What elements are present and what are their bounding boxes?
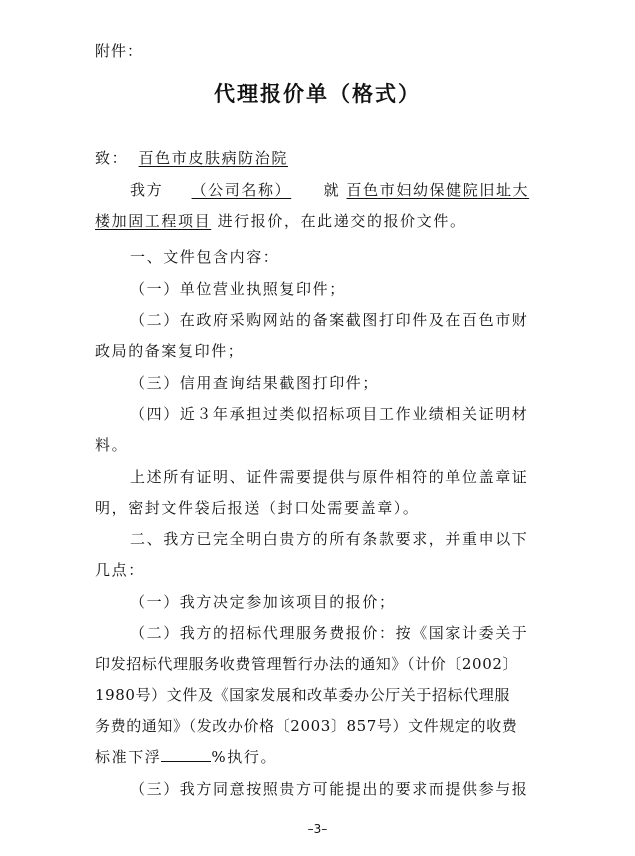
list-item-continued: 务费的通知》（发改办价格〔2003〕857号）文件规定的收费 [95,717,518,735]
project-name-part1: 百色市妇幼保健院旧址大 [346,181,530,199]
attachment-label: 附件： [95,42,144,60]
note-line: 上述所有证明、证件需要提供与原件相符的单位盖章证 [130,468,529,486]
list-item-continued: 政局的备案复印件； [95,342,245,360]
company-name-blank: （公司名称） [191,181,292,199]
para1-text-b: 就 [323,181,341,199]
list-item-continued: 印发招标代理服务收费管理暂行办法的通知》（计价〔2002〕 [95,655,519,673]
para1-line2 [95,211,467,231]
list-item: （一）单位营业执照复印件； [130,280,346,298]
discount-suffix: %执行。 [211,748,278,766]
list-item: （四）近３年承担过类似招标项目工作业绩相关证明材 [130,405,529,423]
para1-line1 [130,180,529,200]
recipient-line [95,148,292,168]
section1-heading: 一、文件包含内容： [130,248,280,266]
discount-label: 标准下浮 [95,748,162,766]
note-line-continued: 明，密封文件袋后报送（封口处需要盖章）。 [95,499,420,517]
list-item: （二）在政府采购网站的备案截图打印件及在百色市财 [130,311,529,329]
recipient-name: 百色市皮肤病防治院 [138,149,288,167]
list-item-continued: 1980号）文件及《国家发展和改革委办公厅关于招标代理服 [95,686,510,704]
discount-blank [161,747,211,762]
discount-line [95,747,277,767]
section2-heading: 二、我方已完全明白贵方的所有条款要求，并重申以下 [130,530,529,548]
list-item: （三）信用查询结果截图打印件； [130,374,380,392]
list-item-continued: 料。 [95,436,129,454]
page-number: –3– [307,822,328,836]
project-name-part2: 楼加固工程项目 [95,212,212,230]
list-item: （一）我方决定参加该项目的报价； [130,593,396,611]
page-title: 代理报价单（格式） [214,82,421,106]
para1-text-c: 进行报价，在此递交的报价文件。 [217,212,467,230]
para1-text-a: 我方 [130,181,164,199]
section2-heading-continued: 几点： [95,561,145,579]
list-item: （二）我方的招标代理服务费报价：按《国家计委关于 [130,624,529,642]
to-prefix: 致： [95,149,129,167]
list-item: （三）我方同意按照贵方可能提出的要求而提供参与报 [130,780,529,798]
